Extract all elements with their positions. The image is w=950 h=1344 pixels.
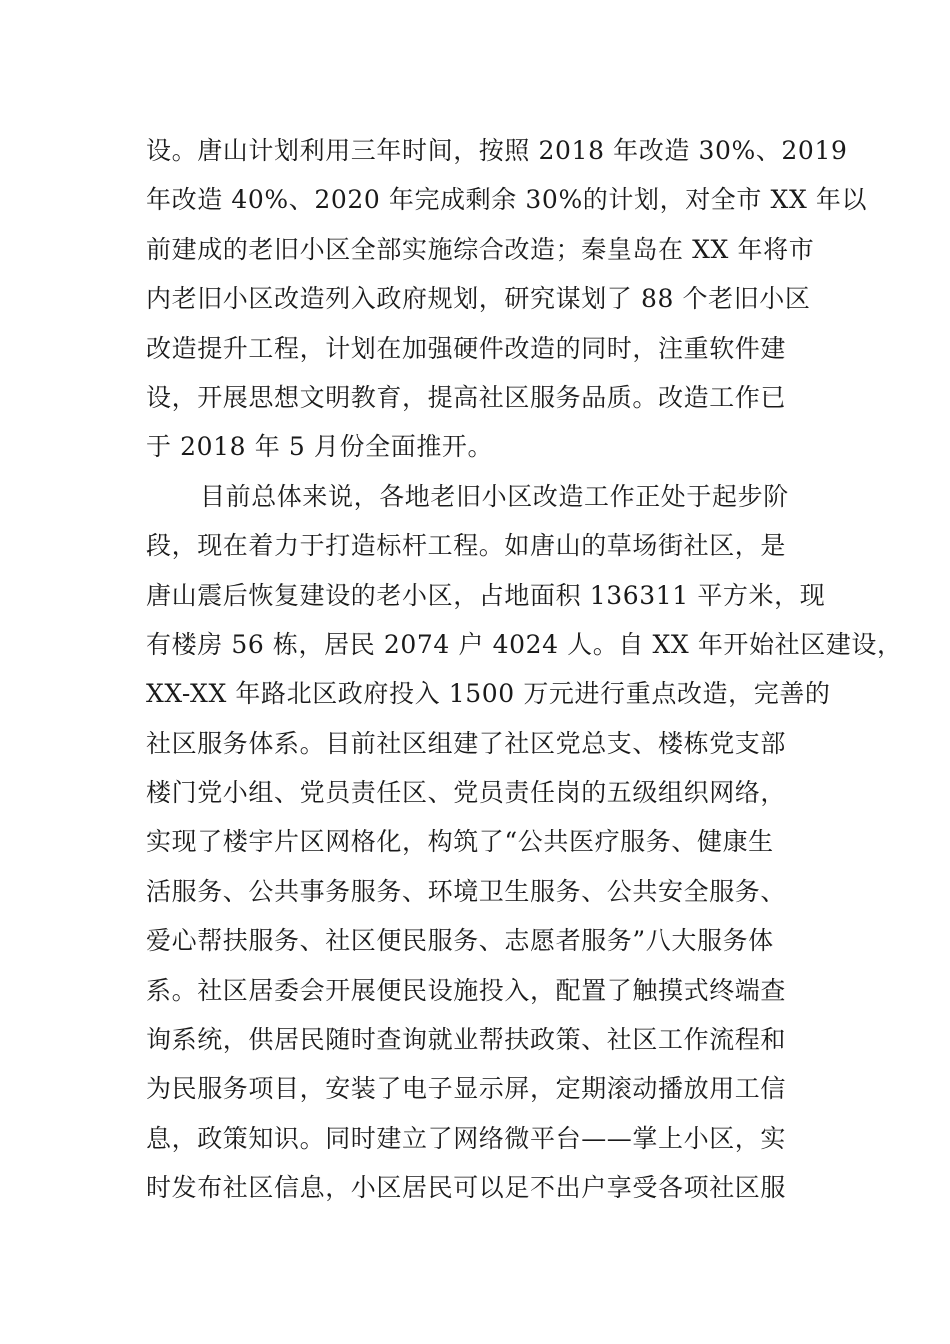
text-line: 改造提升工程，计划在加强硬件改造的同时，注重软件建 bbox=[146, 333, 787, 363]
text-line: 实现了楼宇片区网格化，构筑了“公共医疗服务、健康生 bbox=[146, 827, 774, 857]
text-line: 社区服务体系。目前社区组建了社区党总支、楼栋党支部 bbox=[146, 728, 787, 758]
text-line: XX-XX 年路北区政府投入 1500 万元进行重点改造，完善的 bbox=[146, 679, 831, 709]
paragraph-start-line: 目前总体来说，各地老旧小区改造工作正处于起步阶 bbox=[200, 481, 789, 511]
text-line: 年改造 40%、2020 年完成剩余 30%的计划，对全市 XX 年以 bbox=[146, 185, 868, 215]
text-line: 系。社区居委会开展便民设施投入，配置了触摸式终端查 bbox=[146, 975, 787, 1005]
body-text bbox=[146, 126, 903, 1213]
text-line: 询系统，供居民随时查询就业帮扶政策、社区工作流程和 bbox=[146, 1025, 787, 1055]
text-line: 设。唐山计划利用三年时间，按照 2018 年改造 30%、2019 bbox=[146, 136, 848, 165]
text-line: 爱心帮扶服务、社区便民服务、志愿者服务”八大服务体 bbox=[146, 926, 774, 956]
text-line: 唐山震后恢复建设的老小区，占地面积 136311 平方米，现 bbox=[146, 580, 826, 610]
text-line: 有楼房 56 栋，居民 2074 户 4024 人。自 XX 年开始社区建设， bbox=[146, 629, 903, 659]
text-line: 内老旧小区改造列入政府规划，研究谋划了 88 个老旧小区 bbox=[146, 284, 811, 314]
text-line: 设，开展思想文明教育，提高社区服务品质。改造工作已 bbox=[146, 382, 787, 412]
text-line: 为民服务项目，安装了电子显示屏，定期滚动播放用工信 bbox=[146, 1074, 787, 1104]
text-line: 时发布社区信息，小区居民可以足不出户享受各项社区服 bbox=[146, 1173, 787, 1203]
text-line: 楼门党小组、党员责任区、党员责任岗的五级组织网络， bbox=[146, 778, 787, 808]
text-line: 段，现在着力于打造标杆工程。如唐山的草场街社区，是 bbox=[146, 531, 787, 561]
text-line: 活服务、公共事务服务、环境卫生服务、公共安全服务、 bbox=[146, 876, 787, 906]
text-line: 于 2018 年 5 月份全面推开。 bbox=[146, 432, 494, 462]
text-line: 息，政策知识。同时建立了网络微平台——掌上小区，实 bbox=[146, 1123, 787, 1153]
text-line: 前建成的老旧小区全部实施综合改造；秦皇岛在 XX 年将市 bbox=[146, 234, 815, 264]
